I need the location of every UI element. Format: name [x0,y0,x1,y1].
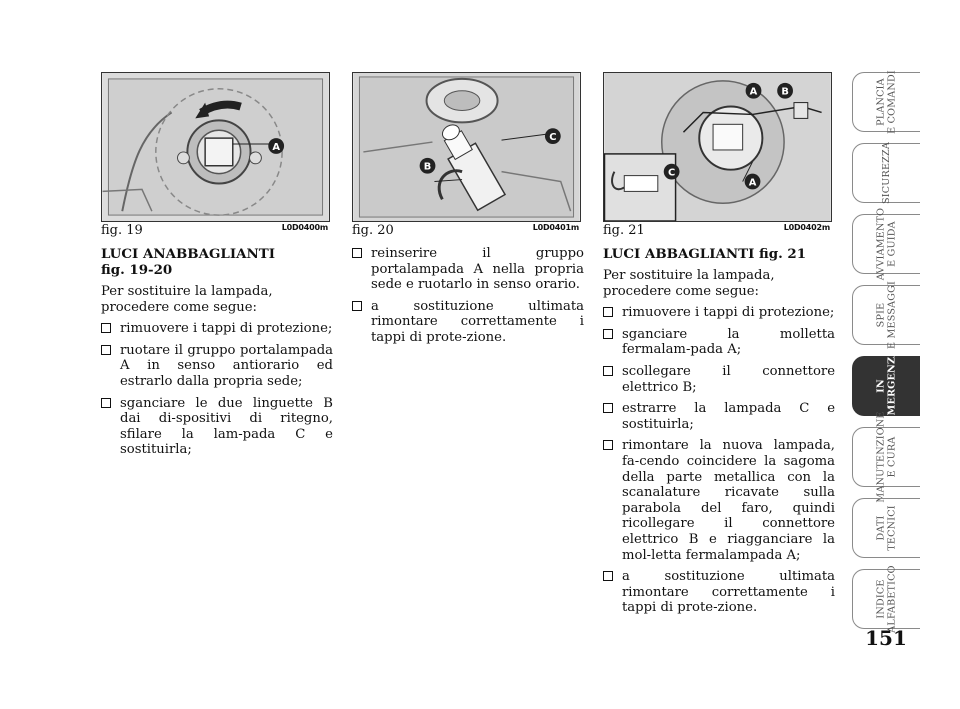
figure-19-image [101,72,330,222]
checkbox-bullet-icon [603,366,613,376]
tab-dati-tecnici[interactable] [852,498,920,558]
checkbox-bullet-icon [101,345,111,355]
intro-paragraph: Per sostituire la lampada, procedere come segue: [603,268,775,299]
checkbox-bullet-icon [352,248,362,258]
list-item [352,246,584,293]
chapter-tabs [852,72,920,640]
list-item-text: estrarre la lampada C e sostituirla; [622,401,835,432]
list-item [603,364,835,395]
tab-label: AVVIAMENTO E GUIDA [875,207,897,281]
checkbox-bullet-icon [101,398,111,408]
figure-code: L0D0401m [532,223,579,232]
figure-20-caption [352,222,581,238]
svg-text:B: B [423,161,432,173]
list-item-text: ruotare il gruppo portalampada A in senso antiorario ed estrarlo dalla propria sede; [120,342,333,389]
list-item [101,396,333,458]
list-item-text: rimuovere i tappi di protezione; [120,321,333,337]
tab-label: PLANCIA E COMANDI [875,70,897,134]
callout-b [777,83,793,99]
callout-a [746,83,762,99]
svg-text:C: C [667,167,676,179]
figure-code: L0D0400m [281,223,328,232]
list-item [603,305,835,321]
callout-c [664,164,680,180]
tab-avviamento-e-guida[interactable] [852,207,920,281]
list-item-text: sganciare la molletta fermalam-pada A; [622,326,835,358]
section-heading: LUCI ABBAGLIANTI fig. 21 [603,246,807,262]
text-column-2 [352,246,584,352]
headlamp-photo-19 [102,73,329,221]
list-item-text: reinserire il gruppo portalampada A nella propria sede e ruotarlo in senso orario. [371,246,584,293]
figure-label: fig. 19 [101,223,143,238]
list-item [352,299,584,346]
tab-sicurezza[interactable] [852,143,920,203]
headlamp-photo-20 [353,73,580,221]
callout-b [420,158,436,174]
figure-label: fig. 20 [352,223,394,238]
text-column-3 [603,246,835,622]
tab-plancia-e-comandi[interactable] [852,72,920,132]
tab-label: DATI TECNICI [875,505,897,551]
svg-text:C: C [549,132,557,144]
callout-a [268,138,284,154]
figure-code: L0D0402m [783,223,830,232]
text-column-1 [101,246,333,464]
callout-a [745,174,761,190]
list-item [603,327,835,358]
list-item-text: a sostituzione ultimata rimontare correttamente i tappi di prote-zione. [622,569,835,616]
list-item-text: rimuovere i tappi di protezione; [622,305,835,321]
list-item [101,343,333,390]
tab-manutenzione-e-cura[interactable] [852,411,920,503]
list-item [101,321,333,337]
tab-in-emergenza[interactable] [852,349,920,423]
svg-text:A: A [749,86,758,98]
list-item-text: a sostituzione ultimata rimontare correttamente i tappi di prote-zione. [371,298,584,345]
intro-paragraph: Per sostituire la lampada, procedere come segue: [101,284,273,315]
list-item-text: scollegare il connettore elettrico B; [622,363,835,395]
callout-c [545,128,561,144]
figure-21-caption [603,222,832,238]
heading-line-1: LUCI ANABBAGLIANTI [101,246,275,262]
headlamp-photo-21 [604,73,831,221]
checkbox-bullet-icon [101,323,111,333]
page-number: 151 [865,626,907,650]
tab-label: IN EMERGENZA [875,349,897,423]
svg-text:B: B [781,86,789,98]
checkbox-bullet-icon [352,301,362,311]
svg-text:A: A [748,177,757,189]
tab-label: SPIE E MESSAGGI [875,281,897,349]
checkbox-bullet-icon [603,403,613,413]
list-item [603,569,835,616]
checkbox-bullet-icon [603,329,613,339]
checkbox-bullet-icon [603,307,613,317]
tab-indice-alfabetico[interactable] [852,565,920,633]
figure-19-caption [101,222,330,238]
heading-line-2: fig. 19-20 [101,262,173,278]
tab-label: INDICE ALFABETICO [875,565,897,633]
checkbox-bullet-icon [603,440,613,450]
tab-label: MANUTENZIONE E CURA [875,411,897,503]
list-item [603,401,835,432]
list-item-text: rimontare la nuova lampada, fa-cendo coincidere la sagoma della parte metallica con la scanalature ricavate sulla parabola del faro, quindi ricollegare il connettore elettrico B e riagganciare la mol-letta fermalampada A; [622,438,835,563]
list-item-text: sganciare le due linguette B dai di-spositivi di ritegno, sfilare la lam-pada C e sostituirla; [120,395,333,458]
figure-20-image [352,72,581,222]
tab-label: SICUREZZA [880,141,892,205]
section-heading [101,246,333,278]
svg-text:A: A [272,141,281,153]
list-item [603,438,835,563]
figure-21-image [603,72,832,222]
checkbox-bullet-icon [603,571,613,581]
figure-label: fig. 21 [603,223,645,238]
tab-spie-e-messaggi[interactable] [852,281,920,349]
